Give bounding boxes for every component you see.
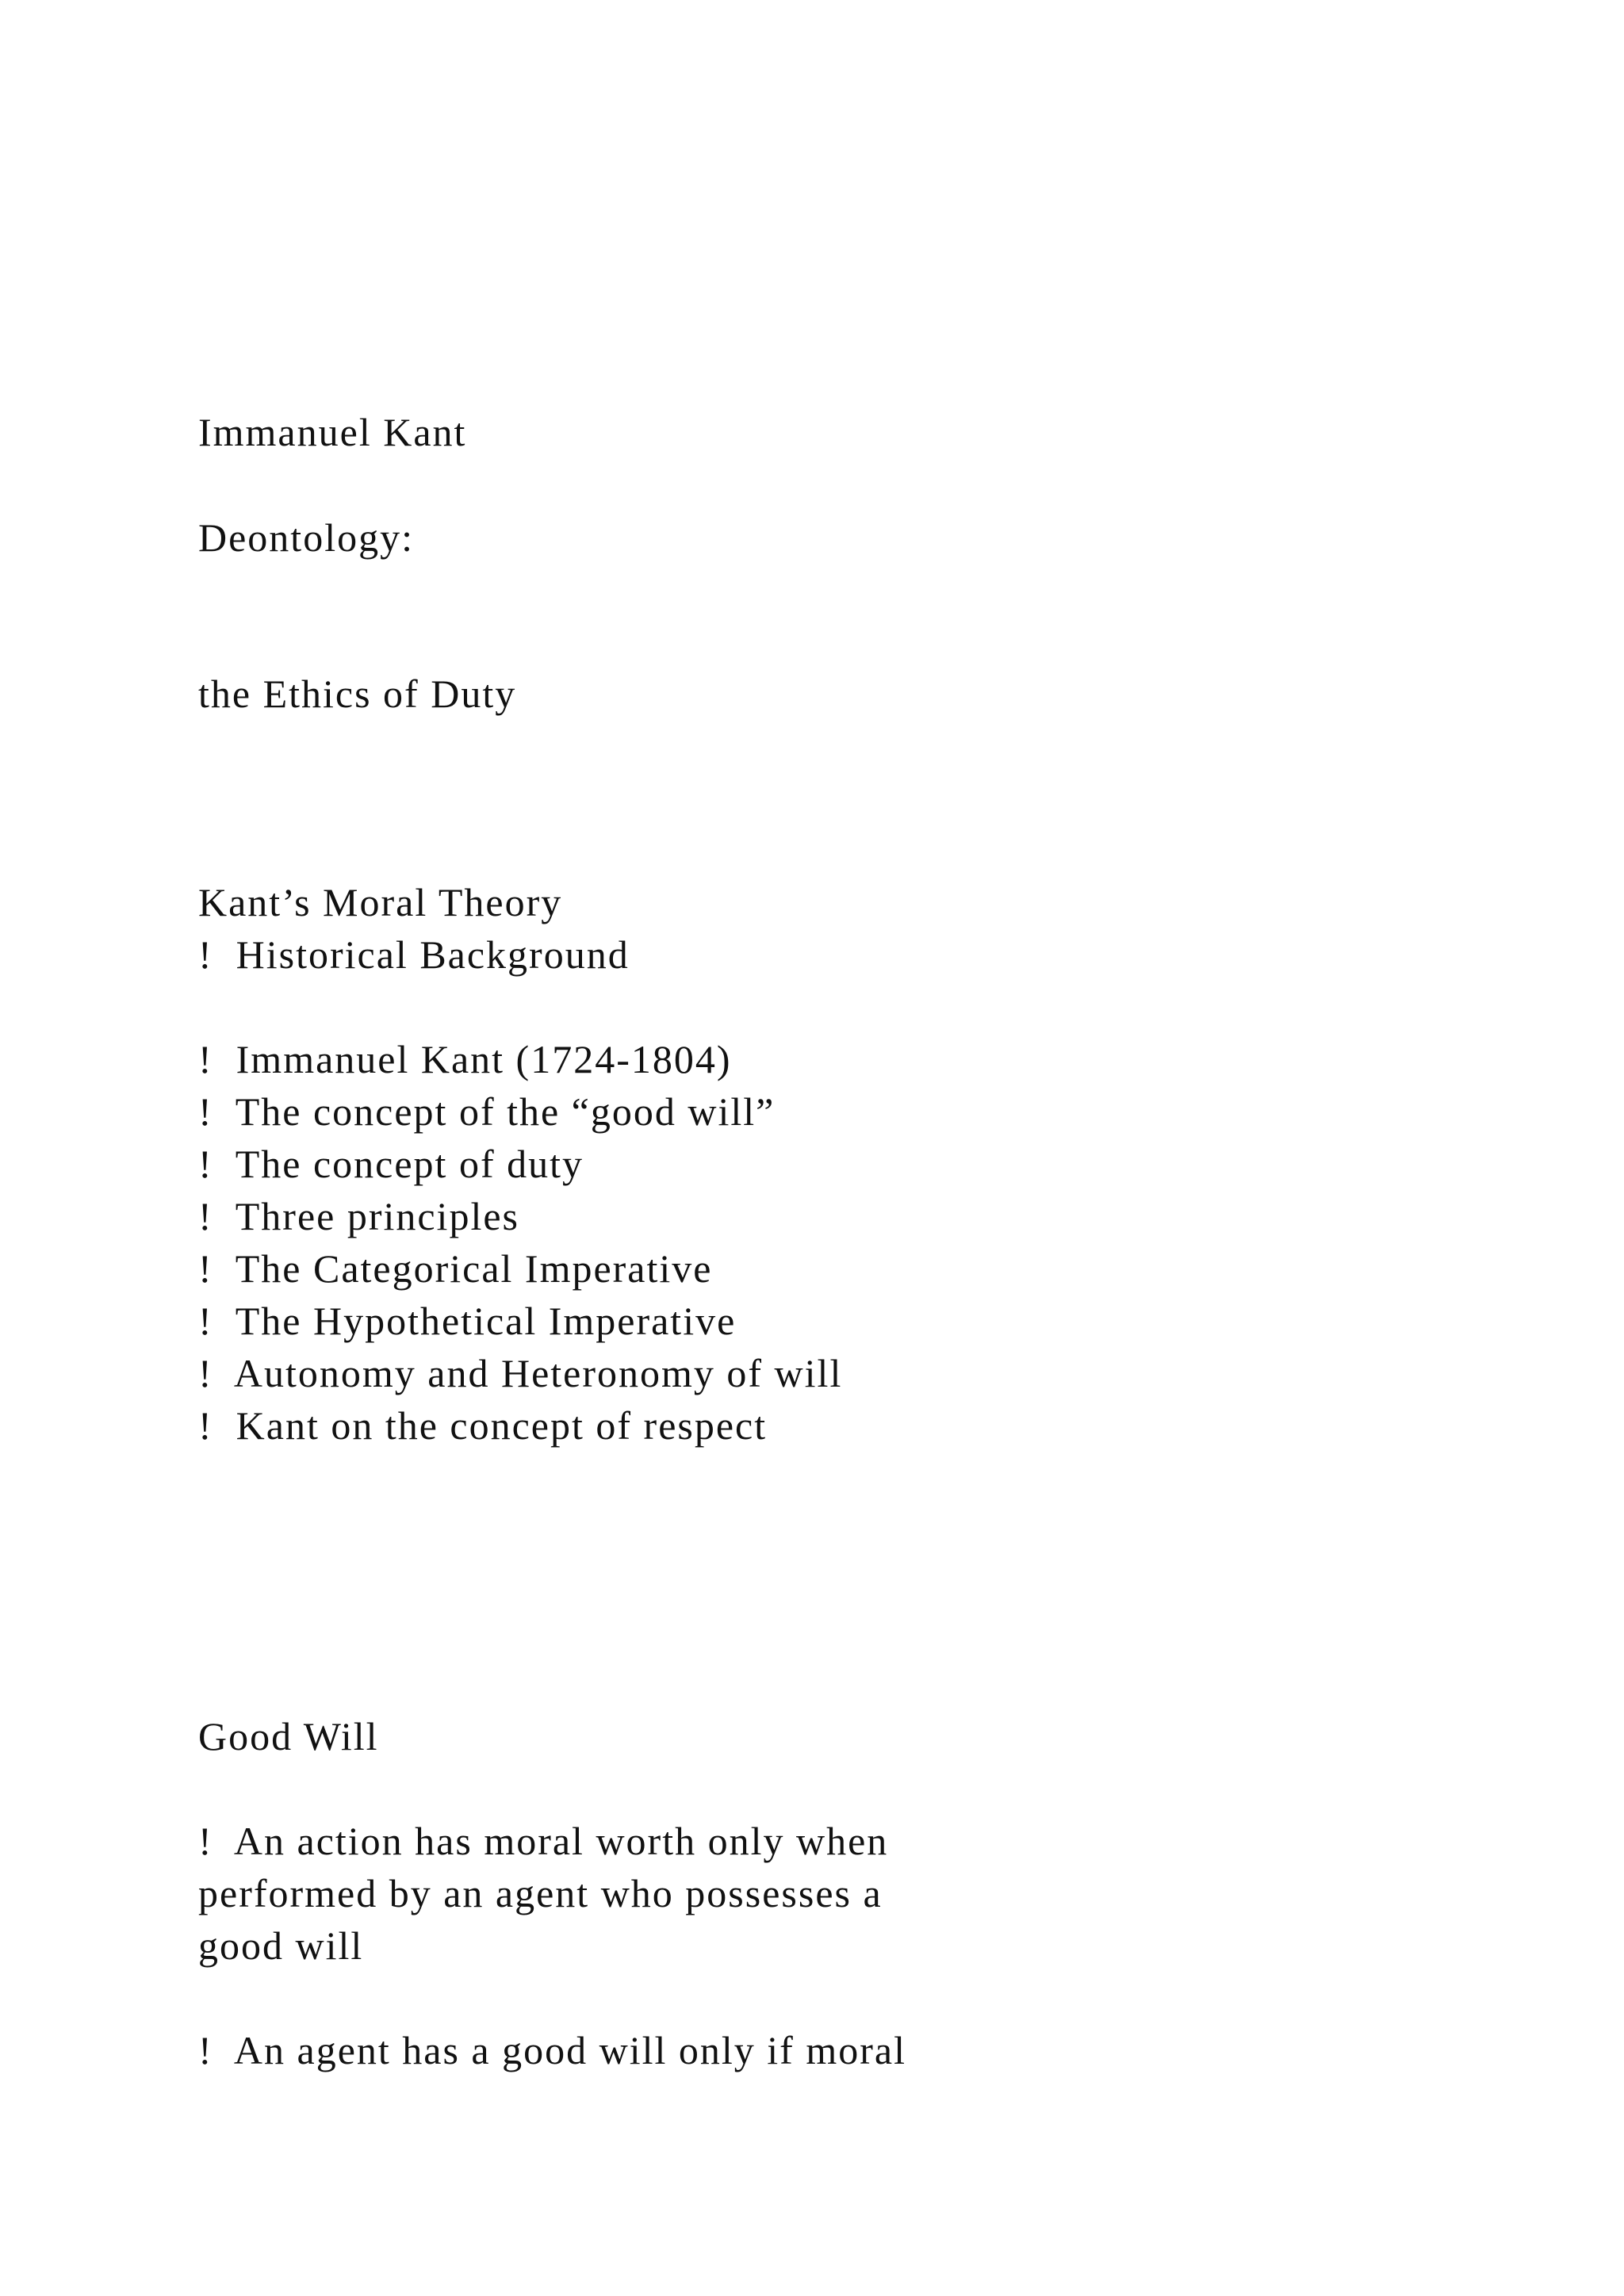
bullet-item: ! The Categorical Imperative (198, 1246, 713, 1291)
bullet-item: ! Three principles (198, 1194, 519, 1238)
paragraph-line: ! An agent has a good will only if moral (198, 2028, 906, 2072)
section-heading-moral-theory: Kant’s Moral Theory (198, 880, 563, 924)
document-title: Immanuel Kant (198, 410, 467, 454)
section-heading-good-will: Good Will (198, 1714, 379, 1758)
document-subtitle-continued: the Ethics of Duty (198, 672, 517, 716)
bullet-item: ! The concept of duty (198, 1142, 584, 1186)
bullet-item: ! Historical Background (198, 932, 630, 977)
bullet-item: ! Immanuel Kant (1724-1804) (198, 1037, 732, 1081)
bullet-item: ! Kant on the concept of respect (198, 1403, 768, 1448)
paragraph-line: performed by an agent who possesses a (198, 1871, 883, 1915)
bullet-item: ! The Hypothetical Imperative (198, 1299, 737, 1343)
document-subtitle: Deontology: (198, 515, 414, 560)
paragraph-line: ! An action has moral worth only when (198, 1819, 889, 1863)
bullet-item: ! The concept of the “good will” (198, 1089, 776, 1134)
bullet-item: ! Autonomy and Heteronomy of will (198, 1351, 843, 1395)
paragraph-line: good will (198, 1923, 364, 1968)
